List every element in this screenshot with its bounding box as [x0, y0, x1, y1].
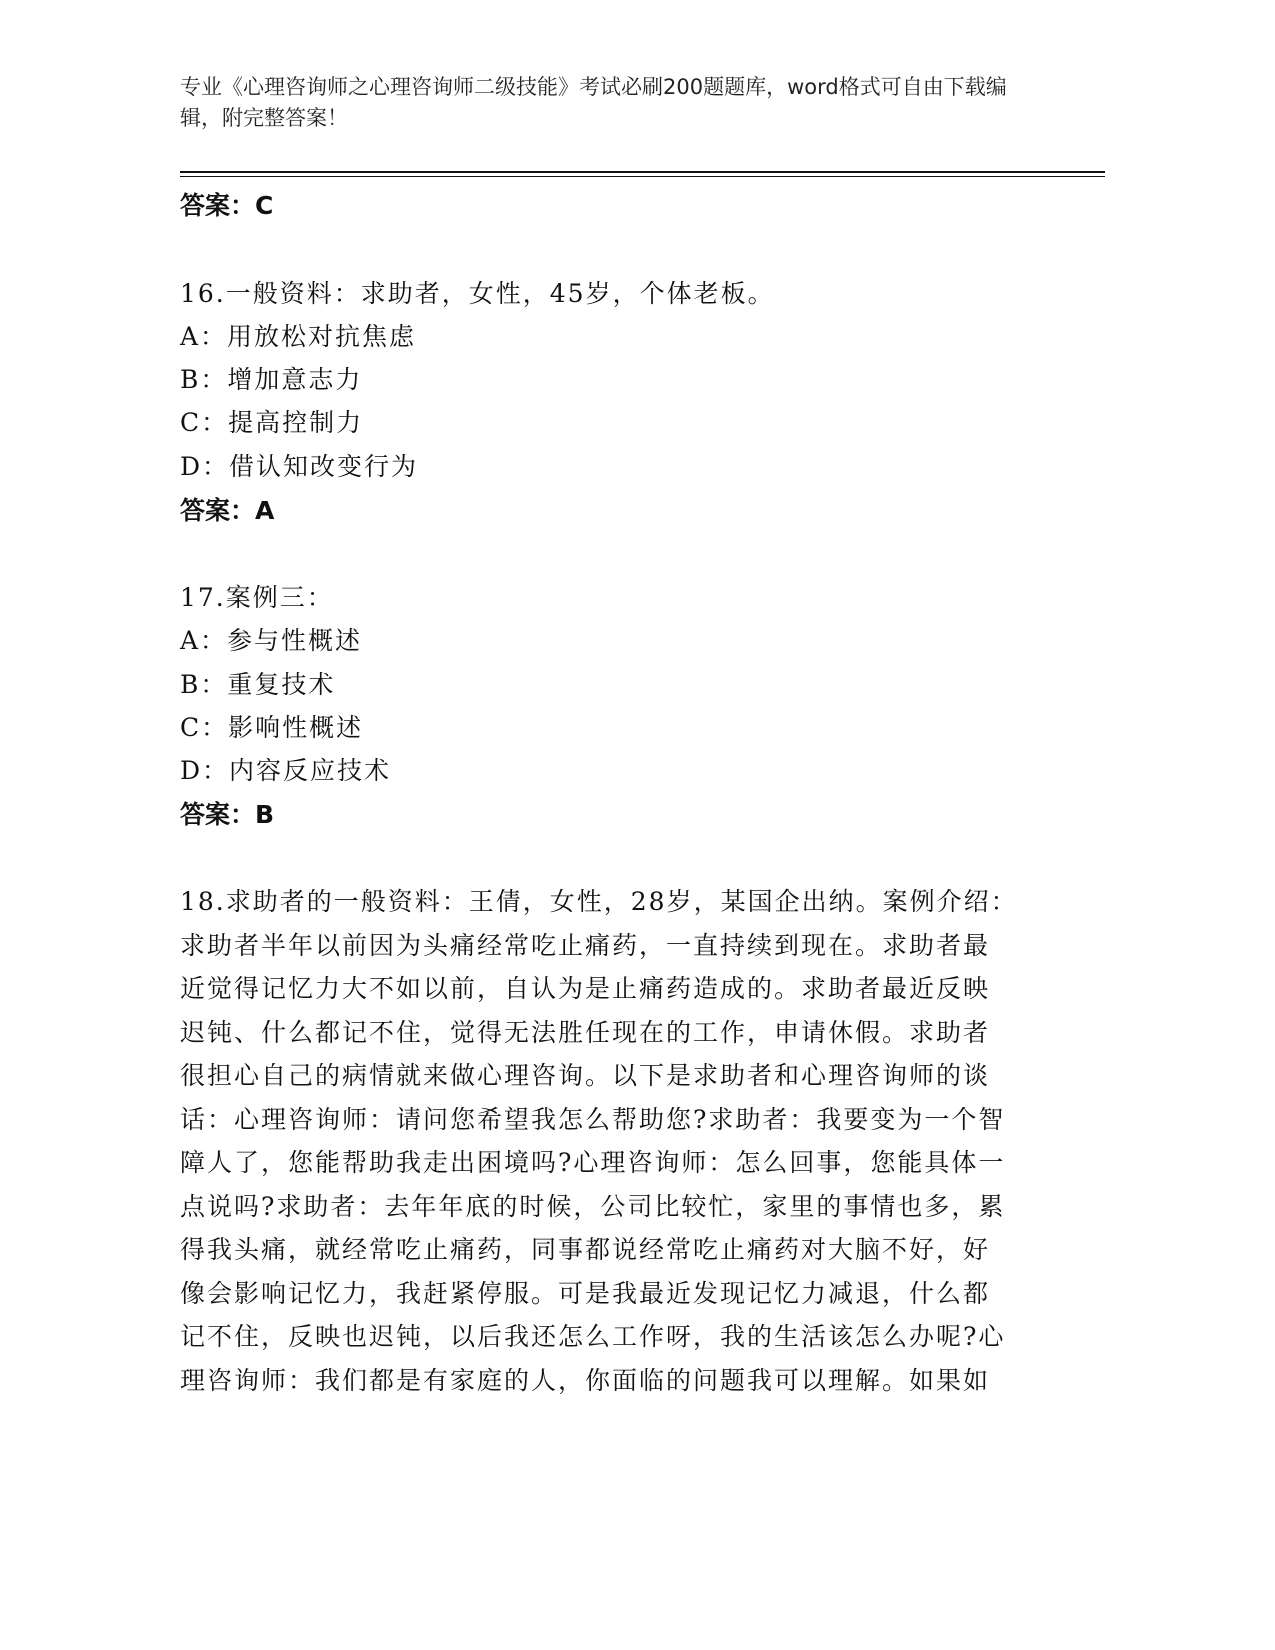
question-18-line: 迟钝、什么都记不住，觉得无法胜任现在的工作，申请休假。求助者	[180, 1018, 991, 1047]
header-rule	[180, 171, 1105, 173]
question-18-line: 求助者半年以前因为头痛经常吃止痛药，一直持续到现在。求助者最	[180, 931, 991, 960]
document-header: 专业《心理咨询师之心理咨询师二级技能》考试必刷200题题库，word格式可自由下载编辑，附完整答案！	[180, 75, 1007, 130]
question-18-line: 近觉得记忆力大不如以前，自认为是止痛药造成的。求助者最近反映	[180, 974, 991, 1003]
question-18-line: 像会影响记忆力，我赶紧停服。可是我最近发现记忆力减退，什么都	[180, 1279, 991, 1308]
question-16-option-b: B：增加意志力	[180, 365, 363, 394]
question-17-option-a: A：参与性概述	[180, 626, 363, 655]
answer-17: 答案：B	[180, 800, 275, 829]
question-18-line: 障人了，您能帮助我走出困境吗?心理咨询师：怎么回事，您能具体一	[180, 1148, 1006, 1177]
question-18-line: 话：心理咨询师：请问您希望我怎么帮助您?求助者：我要变为一个智	[180, 1105, 1006, 1134]
question-18-line: 很担心自己的病情就来做心理咨询。以下是求助者和心理咨询师的谈	[180, 1061, 991, 1090]
question-17-option-d: D：内容反应技术	[180, 756, 392, 785]
question-18-line: 理咨询师：我们都是有家庭的人，你面临的问题我可以理解。如果如	[180, 1366, 991, 1395]
question-17-option-c: C：影响性概述	[180, 713, 364, 742]
answer-15: 答案：C	[180, 191, 274, 220]
question-16-option-c: C：提高控制力	[180, 408, 364, 437]
header-rule-thin	[180, 176, 1105, 177]
question-18-line: 记不住，反映也迟钝，以后我还怎么工作呀，我的生活该怎么办呢?心	[180, 1322, 1006, 1351]
question-18-line: 得我头痛，就经常吃止痛药，同事都说经常吃止痛药对大脑不好，好	[180, 1235, 991, 1264]
question-16-option-a: A：用放松对抗焦虑	[180, 322, 417, 351]
question-16-stem: 16.一般资料：求助者，女性，45岁，个体老板。	[180, 279, 775, 308]
question-18-line: 点说吗?求助者：去年年底的时候，公司比较忙，家里的事情也多，累	[180, 1192, 1006, 1221]
question-17-option-b: B：重复技术	[180, 670, 336, 699]
question-17-stem: 17.案例三：	[180, 583, 334, 612]
question-16-option-d: D：借认知改变行为	[180, 452, 419, 481]
answer-16: 答案：A	[180, 496, 275, 525]
question-18-line: 18.求助者的一般资料：王倩，女性，28岁，某国企出纳。案例介绍：	[180, 887, 1018, 916]
